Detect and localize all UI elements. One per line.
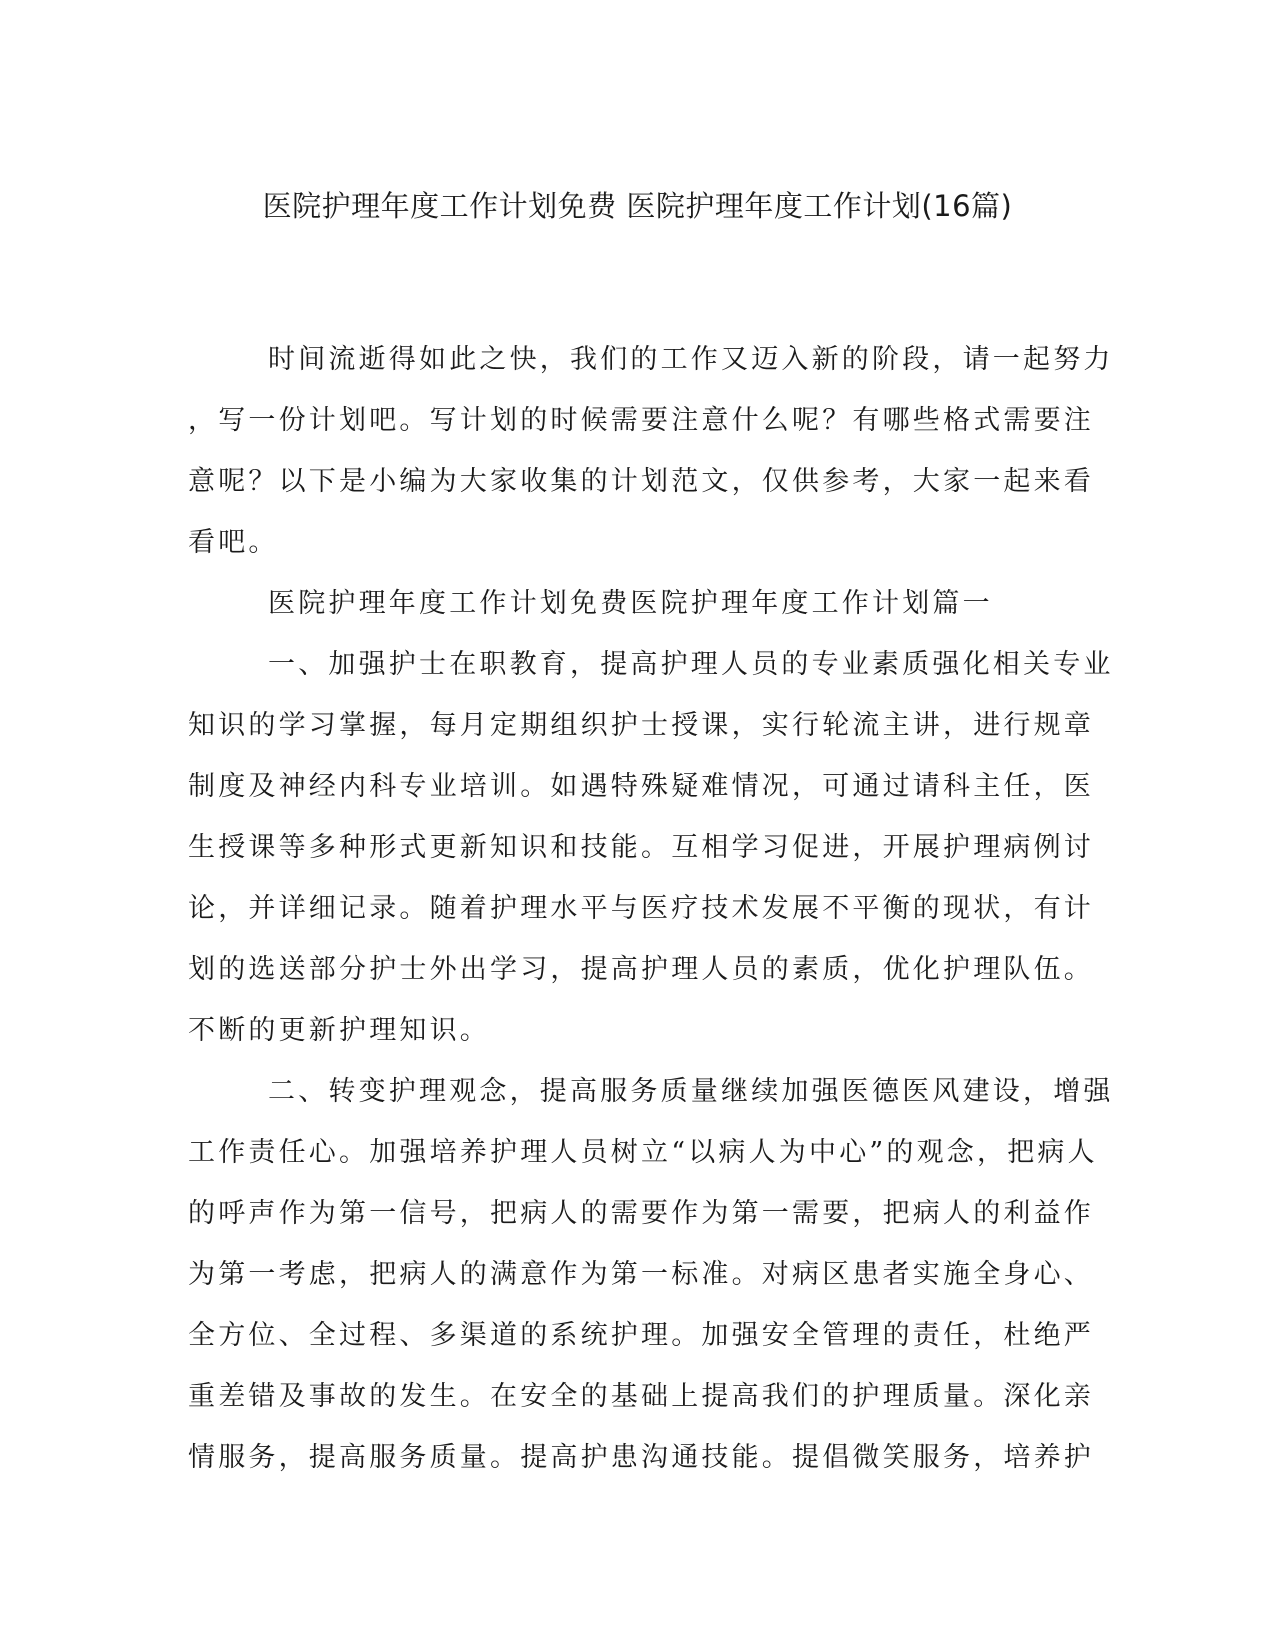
document-title: 医院护理年度工作计划免费 医院护理年度工作计划(16篇): [262, 189, 1013, 223]
text-line: 的呼声作为第一信号，把病人的需要作为第一需要，把病人的利益作: [188, 1198, 1094, 1229]
text-line: 不断的更新护理知识。: [188, 1015, 490, 1046]
text-line: 二、转变护理观念，提高服务质量继续加强医德医风建设，增强: [268, 1076, 1114, 1107]
text-line: 工作责任心。加强培养护理人员树立“以病人为中心”的观念，把病人: [188, 1137, 1098, 1168]
text-line: 论，并详细记录。随着护理水平与医疗技术发展不平衡的现状，有计: [188, 893, 1094, 924]
section-heading-paragraph: [188, 573, 1078, 634]
text-line: 全方位、全过程、多渠道的系统护理。加强安全管理的责任，杜绝严: [188, 1320, 1094, 1351]
text-line: 情服务，提高服务质量。提高护患沟通技能。提倡微笑服务，培养护: [188, 1442, 1094, 1473]
text-line: 一、加强护士在职教育，提高护理人员的专业素质强化相关专业: [268, 649, 1114, 680]
text-line: 意呢？以下是小编为大家收集的计划范文，仅供参考，大家一起来看: [188, 466, 1094, 497]
text-line: 为第一考虑，把病人的满意作为第一标准。对病区患者实施全身心、: [188, 1259, 1094, 1290]
text-line: 看吧。: [188, 527, 279, 558]
section-two-paragraph: [188, 1061, 1114, 1488]
text-line: ，写一份计划吧。写计划的时候需要注意什么呢？有哪些格式需要注: [188, 405, 1094, 436]
document-body: [188, 329, 1114, 1488]
text-line: 医院护理年度工作计划免费医院护理年度工作计划篇一: [268, 588, 993, 619]
text-line: 划的选送部分护士外出学习，提高护理人员的素质，优化护理队伍。: [188, 954, 1094, 985]
text-line: 时间流逝得如此之快，我们的工作又迈入新的阶段，请一起努力: [268, 344, 1114, 375]
text-line: 制度及神经内科专业培训。如遇特殊疑难情况，可通过请科主任，医: [188, 771, 1094, 802]
intro-paragraph: [188, 329, 1114, 573]
text-line: 生授课等多种形式更新知识和技能。互相学习促进，开展护理病例讨: [188, 832, 1094, 863]
text-line: 知识的学习掌握，每月定期组织护士授课，实行轮流主讲，进行规章: [188, 710, 1094, 741]
section-one-paragraph: [188, 634, 1114, 1061]
text-line: 重差错及事故的发生。在安全的基础上提高我们的护理质量。深化亲: [188, 1381, 1094, 1412]
